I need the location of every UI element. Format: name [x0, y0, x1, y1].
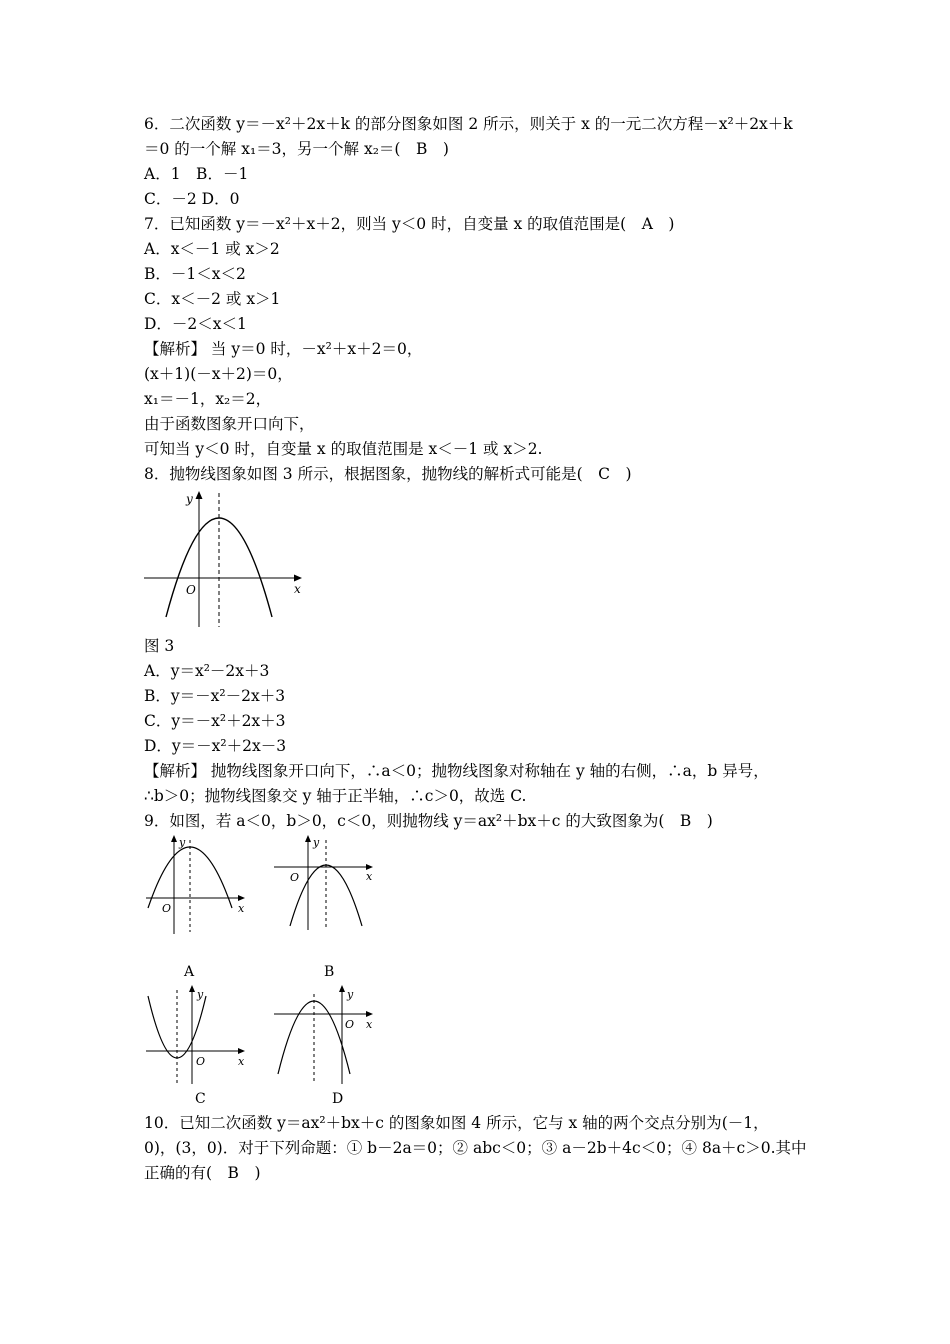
x-axis-label: x: [294, 582, 301, 596]
document-page: [144, 112, 824, 1186]
q8-option-c: C．y＝－x²＋2x＋3: [144, 712, 286, 730]
q8-analysis-1: 【解析】 抛物线图象开口向下，∴a＜0；抛物线图象对称轴在 y 轴的右侧，∴a，b 异号，: [144, 762, 769, 780]
graph-c-x-arrow: [238, 1048, 245, 1054]
q7-stem: 7．已知函数 y＝－x²＋x＋2，则当 y＜0 时，自变量 x 的取值范围是( A ): [144, 215, 675, 233]
graph-b-origin: O: [290, 871, 300, 884]
graph-b-y-arrow: [305, 835, 311, 842]
graph-c-y-arrow: [189, 985, 195, 992]
q6-line-2: ＝0 的一个解 x₁＝3，另一个解 x₂＝( B ): [144, 140, 449, 158]
q8-analysis-2: ∴b＞0；抛物线图象交 y 轴于正半轴，∴c＞0，故选 C.: [144, 787, 527, 805]
q10-line-3: 正确的有( B ): [144, 1164, 261, 1182]
graph-d-x-arrow: [366, 1011, 373, 1017]
q8-option-b: B．y＝－x²－2x＋3: [144, 687, 286, 705]
q7-option-c: C．x＜－2 或 x＞1: [144, 290, 281, 308]
graph-a-caption: A: [184, 964, 195, 980]
y-axis-arrow: [196, 491, 203, 499]
graph-c-y-label: y: [197, 988, 204, 1001]
origin-label: O: [186, 583, 196, 597]
graph-a-y-label: y: [179, 836, 186, 849]
graph-b: [274, 835, 373, 980]
graph-d: [274, 985, 373, 1104]
q6-option-cd: C．－2 D．0: [144, 190, 240, 208]
graph-c-caption: C: [195, 1091, 206, 1104]
question-10-block: [144, 1111, 824, 1186]
q8-stem: 8．抛物线图象如图 3 所示，根据图象，抛物线的解析式可能是( C ): [144, 465, 632, 483]
graph-d-caption: D: [332, 1091, 344, 1104]
graph-b-y-label: y: [313, 836, 320, 849]
figure-9-options: [144, 834, 824, 1104]
graph-a-y-arrow: [171, 835, 177, 842]
question-6-7-8-block: [144, 112, 824, 487]
q6-option-ab: A．1 B．－1: [144, 165, 249, 183]
figure-3: [144, 487, 824, 634]
q10-line-1: 10．已知二次函数 y＝ax²＋bx＋c 的图象如图 4 所示，它与 x 轴的两个交点分别为(－1，: [144, 1114, 769, 1132]
question-8-9-block: [144, 634, 824, 834]
q7-analysis-1: 【解析】 当 y＝0 时，－x²＋x＋2＝0，: [144, 340, 423, 358]
graph-a-origin: O: [162, 902, 172, 915]
x-axis-arrow: [294, 575, 302, 582]
q6-line-1: 6．二次函数 y＝－x²＋2x＋k 的部分图象如图 2 所示，则关于 x 的一元二次方程－x²＋2x＋k: [144, 115, 793, 133]
graph-a: [146, 835, 245, 980]
q7-option-d: D．－2＜x＜1: [144, 315, 247, 333]
graph-a-x-arrow: [238, 895, 245, 901]
graph-d-x-label: x: [366, 1018, 373, 1031]
q7-analysis-3: x₁＝－1，x₂＝2，: [144, 390, 272, 408]
q7-option-b: B．－1＜x＜2: [144, 265, 246, 283]
q7-option-a: A．x＜－1 或 x＞2: [144, 240, 280, 258]
q7-analysis-5: 可知当 y＜0 时，自变量 x 的取值范围是 x＜－1 或 x＞2.: [144, 440, 543, 458]
graph-b-caption: B: [324, 964, 335, 980]
graph-c-origin: O: [196, 1055, 206, 1068]
graph-d-y-arrow: [339, 985, 345, 992]
graph-c-x-label: x: [238, 1055, 245, 1068]
y-axis-label: y: [186, 492, 193, 506]
q7-analysis-4: 由于函数图象开口向下，: [144, 415, 315, 433]
graph-c: [146, 985, 245, 1104]
graph-b-x-label: x: [366, 870, 373, 883]
graph-d-y-label: y: [347, 988, 354, 1001]
q8-option-d: D．y＝－x²＋2x－3: [144, 737, 287, 755]
q9-stem: 9．如图，若 a＜0，b＞0，c＜0，则抛物线 y＝ax²＋bx＋c 的大致图象为( B ): [144, 812, 713, 830]
parabola: [166, 518, 272, 617]
q7-analysis-2: (x＋1)(－x＋2)＝0，: [144, 365, 293, 383]
graph-d-origin: O: [345, 1018, 355, 1031]
graph-a-x-label: x: [238, 902, 245, 915]
figure-3-caption: 图 3: [144, 637, 175, 655]
q8-option-a: A．y＝x²－2x＋3: [144, 662, 270, 680]
figure-9-graphs: [144, 834, 404, 1104]
figure-3-graph: [144, 487, 314, 634]
q10-line-2: 0)，(3，0)．对于下列命题：① b－2a＝0；② abc＜0；③ a－2b＋4c＜0；④ 8a＋c＞0.其中: [144, 1139, 807, 1157]
